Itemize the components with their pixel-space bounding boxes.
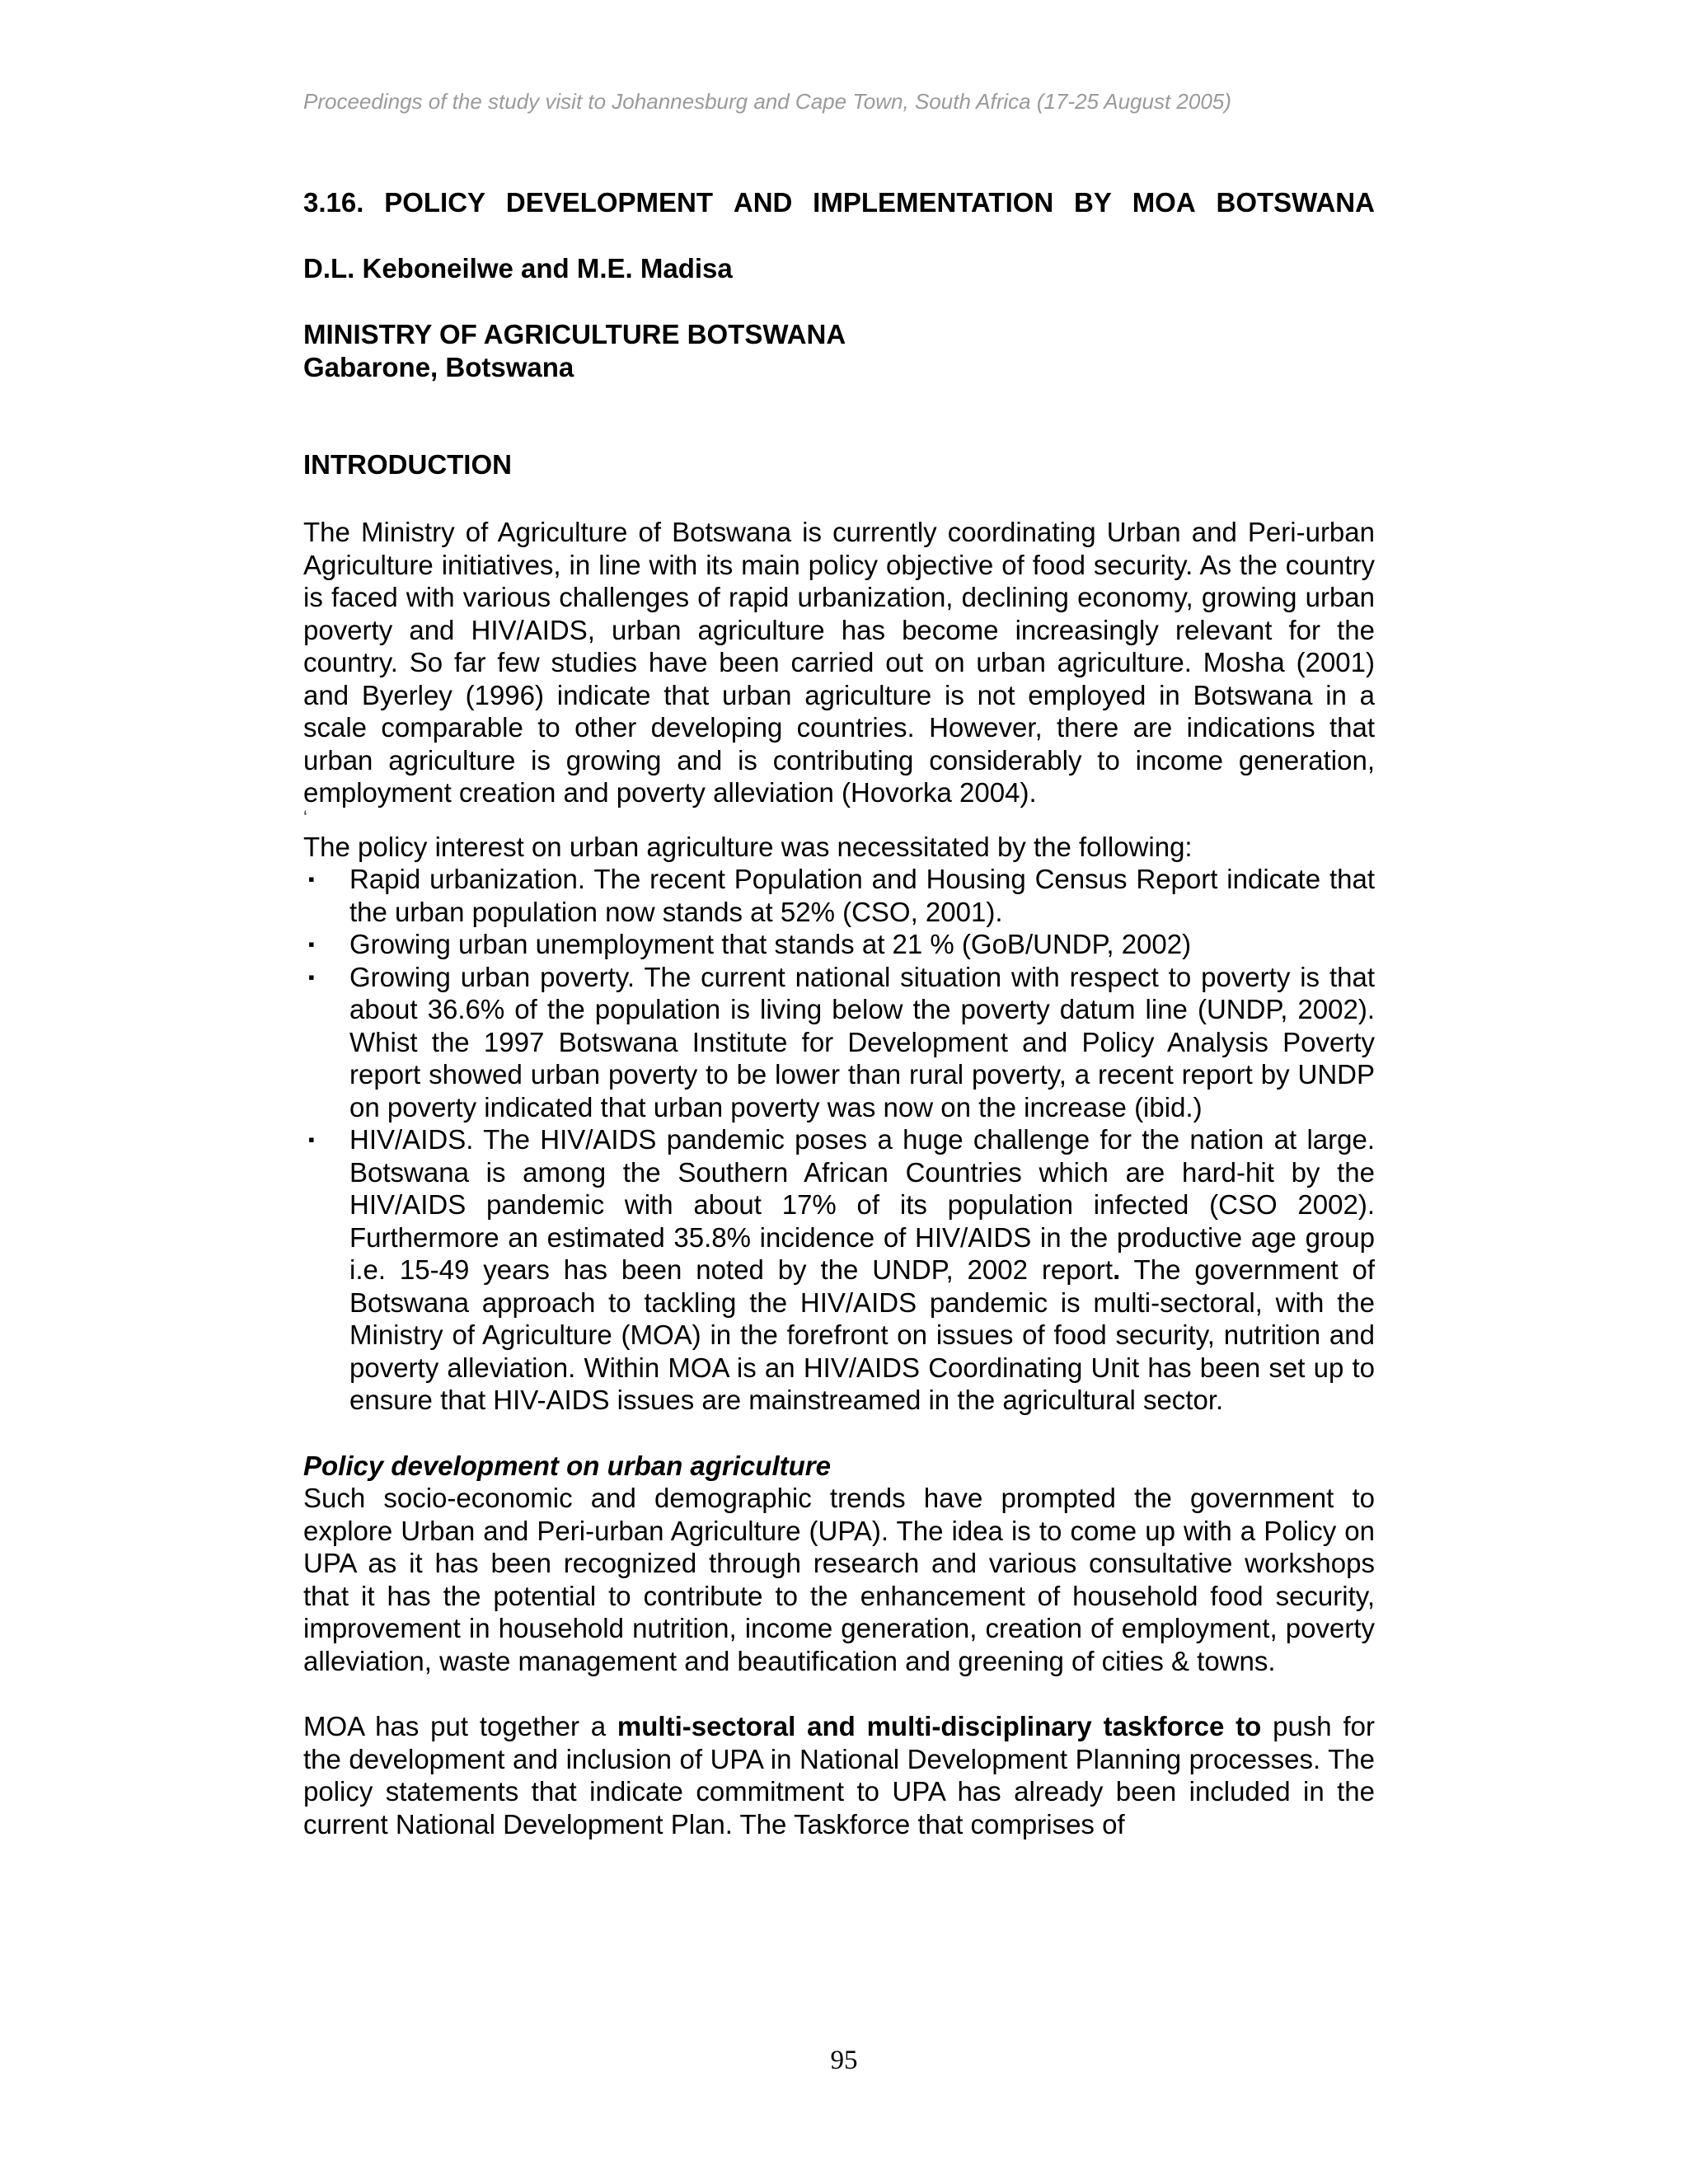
page-number: 95 [830, 2046, 858, 2075]
article-body [303, 186, 1375, 1840]
policy-paragraph-2 [303, 1710, 1375, 1840]
title-word: BY [1074, 187, 1112, 218]
running-header: Proceedings of the study visit to Johannesburg and Cape Town, South Africa (17-25 August 2005) [303, 89, 1231, 114]
location: Gabarone, Botswana [303, 352, 574, 382]
title-word: AND [733, 187, 793, 218]
list-item-text: Growing urban unemployment that stands at 21 % (GoB/UNDP, 2002) [349, 929, 1192, 959]
list-item-text-continued: The government of Botswana approach to tackling the HIV/AIDS pandemic is multi-sectoral, with the Ministry of Agriculture (MOA) in the forefront on issues of food security, nutrition and poverty alleviation. Within MOA is an HIV/AIDS Coordinating Unit has been set up to ensure that HIV-AIDS issues are mainstreamed in the agricultural sector. [349, 1254, 1375, 1415]
introduction-heading: INTRODUCTION [303, 449, 512, 480]
article-title [303, 186, 1375, 219]
list-item-text: HIV/AIDS. The HIV/AIDS pandemic poses a huge challenge for the nation at large. Botswana is among the Southern African Countries which are hard-hit by the HIV/AIDS pandemic with about 17% of its population infected (CSO 2002). Furthermore an estimated 35.8% incidence of HIV/AIDS in the productive age group i.e. 15-49 years has been noted by the UNDP, 2002 report [349, 1124, 1375, 1285]
paragraph-text: MOA has put together a [303, 1711, 617, 1741]
bullet-icon: ▪ [308, 934, 315, 954]
title-word: MOA [1132, 187, 1196, 218]
introduction-paragraph: The Ministry of Agriculture of Botswana is currently coordinating Urban and Peri-urban Agriculture initiatives, in line with its main policy objective of food security. As the country is faced with various challenges of rapid urbanization, declining economy, growing urban poverty and HIV/AIDS, urban agriculture has become increasingly relevant for the country. So far few studies have been carried out on urban agriculture. Mosha (2001) and Byerley (1996) indicate that urban agriculture is not employed in Botswana in a scale comparable to other developing countries. However, there are indications that urban agriculture is growing and is contributing considerably to income generation, employment creation and poverty alleviation (Hovorka 2004). [303, 517, 1375, 808]
title-word: DEVELOPMENT [505, 187, 714, 218]
institution: MINISTRY OF AGRICULTURE BOTSWANA [303, 319, 846, 349]
policy-paragraph-1: Such socio-economic and demographic trends have prompted the government to explore Urban and Peri-urban Agriculture (UPA). The idea is to come up with a Policy on UPA as it has been recognized through research and various consultative workshops that it has the potential to contribute to the enhancement of household food security, improvement in household nutrition, income generation, creation of employment, poverty alleviation, waste management and beautification and greening of cities & towns. [303, 1483, 1375, 1676]
bold-period: . [1113, 1254, 1121, 1285]
title-word: POLICY [384, 187, 486, 218]
policy-drivers-list [303, 863, 1375, 1417]
title-word: IMPLEMENTATION [813, 187, 1054, 218]
emphasis-text: multi-sectoral and multi-disciplinary taskforce to [617, 1711, 1262, 1741]
list-item [303, 961, 1375, 1124]
affiliation [303, 318, 1375, 384]
list-item [303, 863, 1375, 928]
bullet-icon: ▪ [308, 1129, 315, 1150]
title-word: 3.16. [303, 187, 364, 218]
bullet-icon: ▪ [308, 869, 315, 889]
list-item [303, 928, 1375, 961]
list-intro: The policy interest on urban agriculture was necessitated by the following: [303, 831, 1193, 862]
authors: D.L. Keboneilwe and M.E. Madisa [303, 253, 733, 284]
list-item [303, 1123, 1375, 1417]
stray-mark: ‘ [303, 806, 307, 827]
list-item-text: Rapid urbanization. The recent Population and Housing Census Report indicate that the urban population now stands at 52% (CSO, 2001). [349, 864, 1375, 927]
section-heading: Policy development on urban agriculture [303, 1450, 831, 1481]
paragraph-text-continued: push for the development and inclusion of UPA in National Development Planning processes. The policy statements that indicate commitment to UPA has already been included in the current National Development Plan. The Taskforce that comprises of [303, 1711, 1375, 1840]
title-word: BOTSWANA [1216, 187, 1375, 218]
bullet-icon: ▪ [308, 966, 315, 987]
list-item-text: Growing urban poverty. The current national situation with respect to poverty is that about 36.6% of the population is living below the poverty datum line (UNDP, 2002). Whist the 1997 Botswana Institute for Development and Policy Analysis Poverty report showed urban poverty to be lower than rural poverty, a recent report by UNDP on poverty indicated that urban poverty was now on the increase (ibid.) [349, 961, 1375, 1122]
